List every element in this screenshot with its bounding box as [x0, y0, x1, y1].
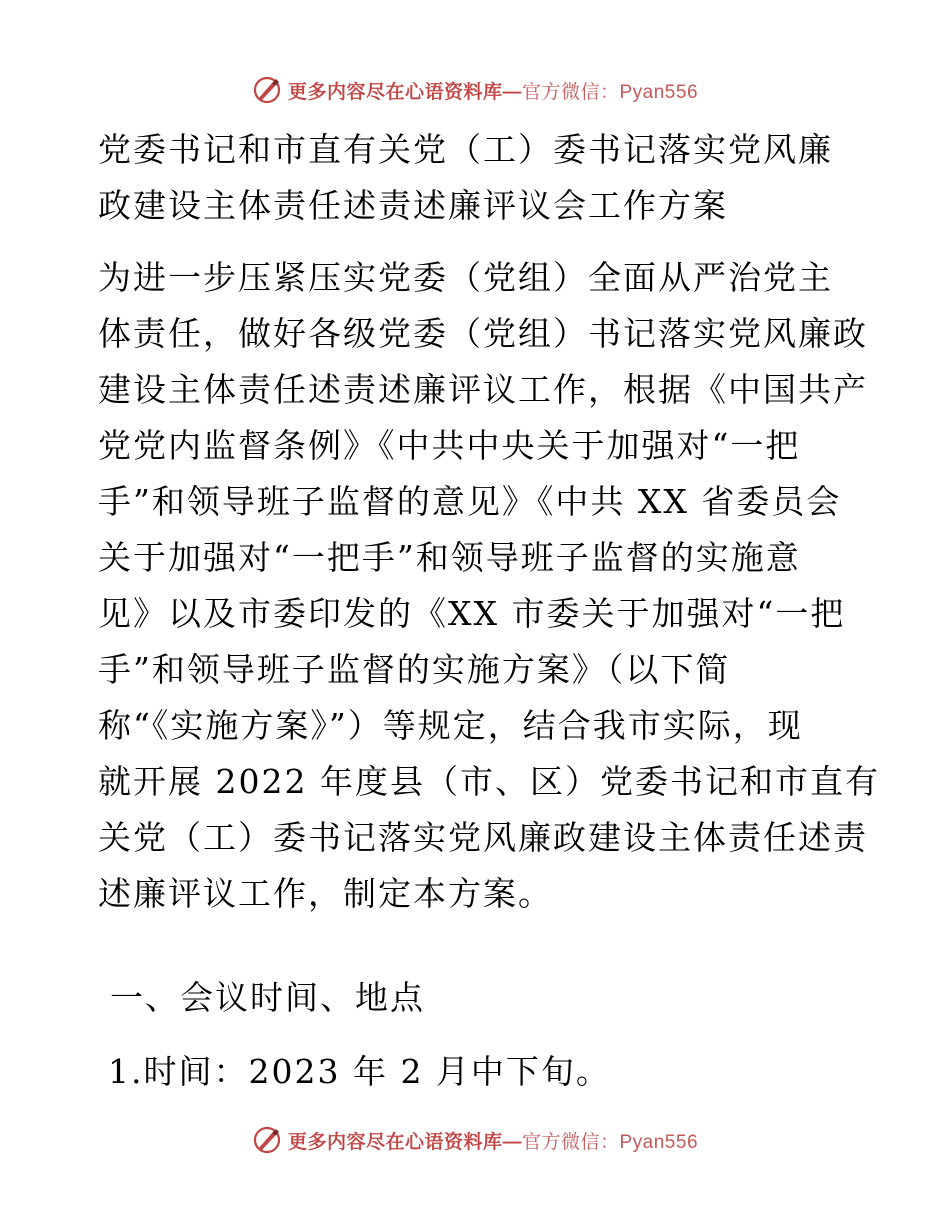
pen-logo-icon — [252, 75, 282, 105]
watermark-footer — [0, 1122, 950, 1158]
paragraph-line: 体责任，做好各级党委（党组）书记落实党风廉政 — [98, 314, 868, 353]
pen-logo-icon — [252, 1125, 282, 1155]
paragraph-line: 述廉评议工作，制定本方案。 — [98, 874, 553, 913]
watermark-separator: — — [502, 1131, 522, 1153]
watermark-separator: — — [502, 81, 522, 103]
paragraph-line: 手”和领导班子监督的意见》《中共 XX 省委员会 — [98, 482, 842, 521]
section-heading: 一、会议时间、地点 — [110, 978, 425, 1017]
document-title — [98, 122, 878, 234]
paragraph-line: 关于加强对“一把手”和领导班子监督的实施意 — [98, 538, 801, 577]
watermark-account-text: 官方微信：Pyan556 — [522, 1131, 699, 1153]
paragraph-line: 手”和领导班子监督的实施方案》（以下简 — [98, 650, 731, 689]
paragraph-line: 为进一步压紧压实党委（党组）全面从严治党主 — [98, 258, 833, 297]
title-line: 政建设主体责任述责述廉评议会工作方案 — [98, 186, 728, 225]
watermark-account-text: 官方微信：Pyan556 — [522, 81, 699, 103]
paragraph-line: 见》以及市委印发的《XX 市委关于加强对“一把 — [98, 594, 846, 633]
paragraph-line: 称“《实施方案》”）等规定，结合我市实际，现 — [98, 706, 803, 745]
watermark-text — [288, 77, 698, 104]
title-line: 党委书记和市直有关党（工）委书记落实党风廉 — [98, 130, 833, 169]
watermark-main-text: 更多内容尽在心语资料库 — [287, 81, 503, 103]
section-item: 1.时间：2023 年 2 月中下旬。 — [108, 1052, 611, 1091]
watermark-text — [288, 1127, 698, 1154]
paragraph-line: 关党（工）委书记落实党风廉政建设主体责任述责 — [98, 818, 868, 857]
paragraph-line: 党党内监督条例》《中共中央关于加强对“一把 — [98, 426, 801, 465]
paragraph-line: 就开展 2022 年度县（市、区）党委书记和市直有 — [98, 762, 880, 801]
paragraph-line: 建设主体责任述责述廉评议工作，根据《中国共产 — [98, 370, 868, 409]
watermark-main-text: 更多内容尽在心语资料库 — [287, 1131, 503, 1153]
watermark-header — [0, 72, 950, 108]
intro-paragraph — [98, 250, 878, 922]
